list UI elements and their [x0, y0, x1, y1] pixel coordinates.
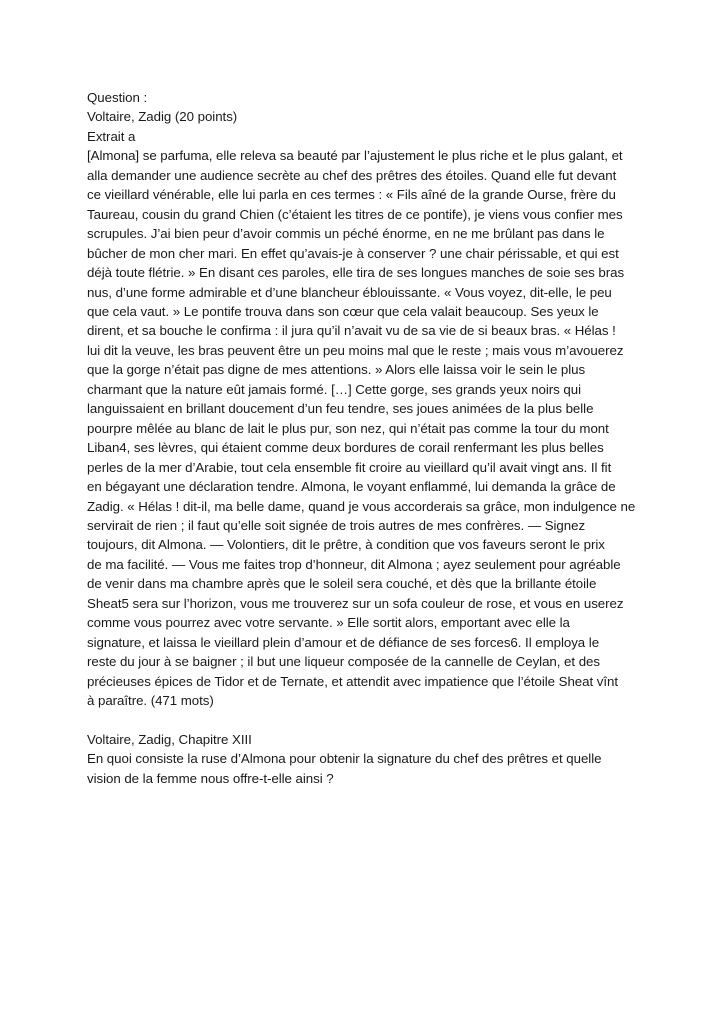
question-line: En quoi consiste la ruse d’Almona pour obtenir la signature du chef des prêtres et quelle — [87, 751, 602, 767]
extract-line: dirent, et sa bouche le confirma : il jura qu’il n’avait vu de sa vie de si beaux bras. « Hélas ! — [87, 323, 616, 339]
extract-line: [Almona] se parfuma, elle releva sa beauté par l’ajustement le plus riche et le plus galant, et — [87, 148, 623, 164]
extract-line: pourpre mêlée au blanc de lait le plus pur, son nez, qui n’était pas comme la tour du mont — [87, 420, 609, 436]
extract-line: à paraître. (471 mots) — [87, 693, 214, 709]
extract-line: lui dit la veuve, les bras peuvent être un peu moins mal que le reste ; mais vous m’avouerez — [87, 342, 624, 358]
essay-question — [87, 749, 647, 788]
extract-text — [87, 146, 647, 710]
extract-line: charmant que la nature eût jamais formé. […] Cette gorge, ses grands yeux noirs qui — [87, 381, 581, 397]
extract-label: Extrait a — [87, 128, 136, 144]
question-line: vision de la femme nous offre-t-elle ainsi ? — [87, 770, 334, 786]
extract-line: en bégayant une déclaration tendre. Almona, le voyant enflammé, lui demanda la grâce de — [87, 479, 616, 495]
extract-line: perles de la mer d’Arabie, tout cela ensemble fit croire au vieillard qu’il avait vingt ans. Il fit — [87, 459, 612, 475]
extract-line: nus, d’une forme admirable et d’une blancheur éblouissante. « Vous voyez, dit-elle, le peu — [87, 284, 612, 300]
extract-line: précieuses épices de Tidor et de Ternate, et attendit avec impatience que l’étoile Sheat vînt — [87, 673, 619, 689]
extract-line: ce vieillard vénérable, elle lui parla en ces termes : « Fils aîné de la grande Ourse, frère du — [87, 187, 616, 203]
question-label: Question : — [87, 90, 148, 105]
extract-line: languissaient en brillant doucement d’un feu tendre, ses joues animées de la plus belle — [87, 401, 594, 417]
extract-line: toujours, dit Almona. — Volontiers, dit le prêtre, à condition que vos faveurs seront le prix — [87, 537, 605, 553]
extract-line: de venir dans ma chambre après que le soleil sera couché, et dès que la brillante étoile — [87, 576, 597, 592]
paragraph-spacer — [87, 711, 647, 730]
extract-line: scrupules. J’ai bien peur d’avoir commis un péché énorme, en ne me brûlant pas dans le — [87, 226, 605, 242]
extract-line: que cela vaut. » Le pontife trouva dans son cœur que cela valait beaucoup. Ses yeux le — [87, 303, 599, 319]
source-citation: Voltaire, Zadig, Chapitre XIII — [87, 731, 252, 747]
extract-line: de ma facilité. — Vous me faites trop d’honneur, dit Almona ; ayez seulement pour agréable — [87, 556, 621, 572]
extract-line: servirait de rien ; il faut qu’elle soit signée de trois autres de mes confrères. — Signez — [87, 517, 586, 533]
extract-line: bûcher de mon cher mari. En effet qu’avais-je à conserver ? une chair périssable, et qui est — [87, 245, 619, 261]
exam-title: Voltaire, Zadig (20 points) — [87, 109, 238, 125]
extract-line: reste du jour à se baigner ; il but une liqueur composée de la cannelle de Ceylan, et des — [87, 654, 600, 670]
extract-line: Zadig. « Hélas ! dit-il, ma belle dame, quand je vous accorderais sa grâce, mon indulgence ne — [87, 498, 636, 514]
extract-line: que la gorge n’était pas digne de mes attentions. » Alors elle laissa voir le sein le plus — [87, 362, 586, 378]
extract-line: signature, et laissa le vieillard plein d’amour et de défiance de ses forces6. Il employa le — [87, 634, 600, 650]
extract-line: Taureau, cousin du grand Chien (c’étaient les titres de ce pontife), je viens vous confier mes — [87, 206, 623, 222]
extract-line: déjà toute flétrie. » En disant ces paroles, elle tira de ses longues manches de soie ses bras — [87, 265, 625, 281]
extract-line: Sheat5 sera sur l’horizon, vous me trouverez sur un sofa couleur de rose, et vous en userez — [87, 595, 624, 611]
extract-line: comme vous pourrez avec votre servante. » Elle sortit alors, emportant avec elle la — [87, 615, 570, 631]
extract-line: alla demander une audience secrète au chef des prêtres des étoiles. Quand elle fut devant — [87, 167, 617, 183]
document-page — [87, 88, 647, 788]
extract-line: Liban4, ses lèvres, qui étaient comme deux bordures de corail renfermant les plus belles — [87, 440, 604, 456]
